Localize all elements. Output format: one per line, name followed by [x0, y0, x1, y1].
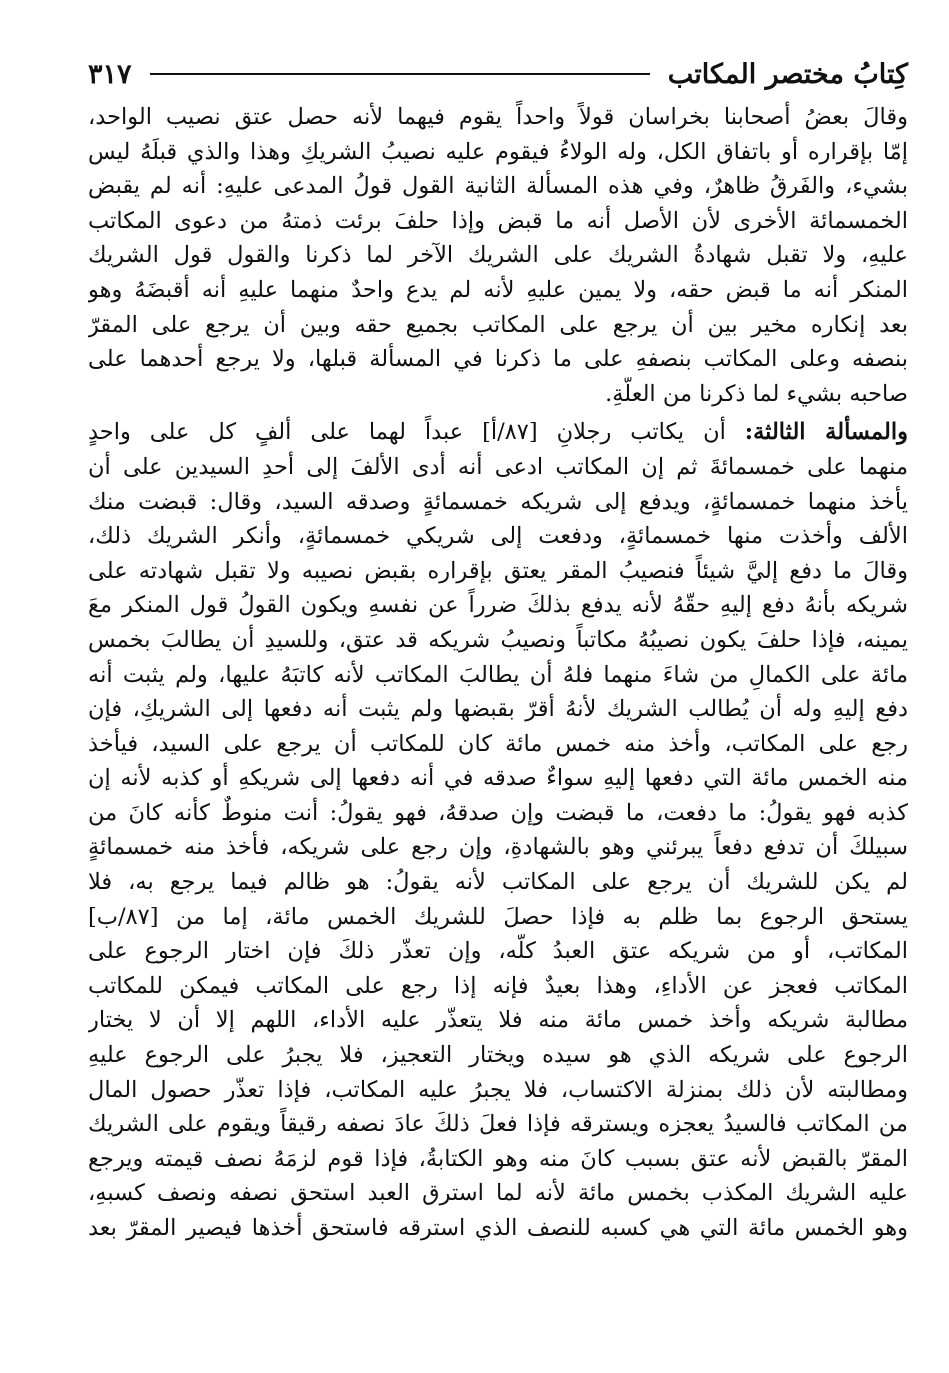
text-line: منه الخمس مائة التي دفعها إليهِ سواءٌ صدقه في أنه دفعها إلى شريكهِ أو كذبه لأنه إن	[88, 765, 908, 792]
page-number: ٣١٧	[88, 58, 132, 90]
text-line: المنكر أنه ما قبض حقه، ولا يمين عليهِ لأنه لم يدع واحدٌ منهما عليهِ أنه أقبضَهُ وهو	[88, 276, 908, 303]
first-line-text: أن يكاتب رجلانِ [٨٧/أ] عبداً لهما على ألفٍ كل على واحدٍ	[88, 419, 745, 446]
text-line: من المكاتب فالسيدُ يعجزه ويسترقه فإذا فعلَ ذلكَ عادَ نصفه رقيقاً ويقوم على الشريك	[88, 1111, 908, 1138]
text-line: إمّا بإقراره أو باتفاق الكل، وله الولاءُ فيقوم عليه نصيبُ الشريكِ وهذا والذي قبلَهُ ليس	[88, 138, 908, 165]
text-line: سبيلكَ أن تدفع دفعاً يبرئني وهو بالشهادةِ، وإن رجع على شريكه، فأخذ منه خمسمائةٍ	[88, 834, 908, 861]
page-header	[88, 54, 908, 94]
text-line: رجع على المكاتب، وأخذ منه خمس مائة كان للمكاتب أن يرجع على السيد، فيأخذ	[88, 730, 908, 757]
text-line: دفع إليهِ وله أن يُطالب الشريك لأنهُ أقرّ بقبضها ولم يثبت أنه دفعها إلى الشريكِ، فإن	[88, 696, 908, 723]
book-page	[88, 54, 908, 1354]
text-line: عليهِ، ولا تقبل شهادةُ الشريك على الشريك الآخر لما ذكرنا والقول قول الشريك	[88, 242, 908, 269]
text-line: مطالبة شريكه وأخذ خمس مائة منه فلا يتعذّر عليه الأداء، اللهم إلا أن لا يختار	[88, 1007, 908, 1034]
text-line: لم يكن للشريك أن يرجع على المكاتب لأنه يقولُ: هو ظالم فيما يرجع به، فلا	[88, 869, 908, 896]
text-line: بشيء، والفَرقُ ظاهرٌ، وفي هذه المسألة الثانية القول قولُ المدعى عليهِ: أنه لم يقبض	[88, 173, 908, 200]
text-line: صاحبه بشيء لما ذكرنا من العلّةِ.	[605, 380, 908, 407]
text-line: المكاتب، أو من شريكه عتق العبدُ كلّه، وإن تعذّر ذلكَ فإن اختار الرجوع على	[88, 938, 908, 965]
text-line: يمينه، فإذا حلفَ يكون نصيبُهُ مكاتباً ونصيبُ شريكه قد عتق، وللسيدِ أن يطالبَ بخمس	[88, 626, 908, 653]
text-line: وقالَ ما دفع إليَّ شيئاً فنصيبُ المقر يعتق بإقراره بقبض نصيبه ولا تقبل شهادته على	[88, 557, 908, 584]
paragraph-2	[88, 415, 908, 1245]
text-line-first	[88, 415, 908, 450]
text-line: المكاتب فعجز عن الأداءِ، وهذا بعيدٌ فإنه إذا رجع على المكاتب فيمكن للمكاتب	[88, 972, 908, 999]
text-line: شريكه بأنهُ دفع إليهِ حقّهُ لأنه يدفع بذلكَ ضرراً عن نفسهِ ويكون القولُ قول المنكر معَ	[88, 592, 908, 619]
paragraph-1	[88, 100, 908, 411]
text-line: يأخذ منهما خمسمائةٍ، ويدفع إلى شريكه خمسمائةٍ وصدقه السيد، وقال: قبضت منك	[88, 488, 908, 515]
text-line: وقالَ بعضُ أصحابنا بخراسان قولاً واحداً يقوم فيهما لأنه حصل عتق نصيب الواحد،	[88, 104, 908, 130]
text-line: كذبه فهو يقولُ: ما دفعت، ما قبضت وإن صدقهُ، فهو يقولُ: أنت منوطٌ كأنه كانَ من	[88, 799, 908, 826]
text-line: يستحق الرجوع بما ظلم به فإذا حصلَ للشريك الخمس مائة، إما من [٨٧/ب]	[88, 903, 908, 930]
running-title: كِتابُ مختصر المكاتب	[667, 58, 908, 90]
text-line: بنصفه وعلى المكاتب بنصفهِ على ما ذكرنا في المسألة قبلها، ولا يرجع أحدهما على	[88, 346, 908, 373]
text-line: ومطالبته لأن ذلك بمنزلة الاكتساب، فلا يجبرُ عليه المكاتب، فإذا تعذّر حصول المال	[88, 1076, 908, 1103]
text-line: بعد إنكاره مخير بين أن يرجع على المكاتب بجميع حقه وبين أن يرجع على المقرّ	[88, 311, 908, 338]
text-line: عليه الشريك المكذب بخمس مائة لأنه لما استرق العبد استحق نصفه ونصف كسبهِ،	[88, 1180, 908, 1207]
text-line: الخمسمائة الأخرى لأن الأصل أنه ما قبض وإذا حلفَ برئت ذمتهُ من دعوى المكاتب	[88, 207, 908, 234]
text-line: الرجوع على شريكه الذي هو سيده ويختار التعجيز، فلا يجبرُ على الرجوع عليهِ	[88, 1042, 908, 1069]
issue-heading: والمسألة الثالثة:	[744, 419, 908, 446]
text-line: الألف وأخذت منها خمسمائةٍ، ودفعت إلى شريكي خمسمائةٍ، وأنكر الشريك ذلك،	[88, 523, 908, 550]
text-line: وهو الخمس مائة التي هي كسبه للنصف الذي استرقه فاستحق أخذها فيصير المقرّ بعد	[88, 1215, 908, 1241]
body-text	[88, 100, 908, 1246]
text-line: المقرّ بالقبض لأنه عتق بسبب كانَ منه وهو الكتابةُ، فإذا قوم لزمَهُ نصف قيمته ويرجع	[88, 1145, 908, 1172]
text-line: مائة على الكمالِ من شاءَ منهما فلهُ أن يطالبَ المكاتب لأنه كاتبَهُ عليها، ولم يثبت أنه	[88, 661, 908, 688]
text-line: منهما على خمسمائةَ ثم إن المكاتب ادعى أنه أدى الألفَ إلى أحدِ السيدين على أن	[88, 453, 908, 480]
header-rule	[150, 73, 650, 75]
